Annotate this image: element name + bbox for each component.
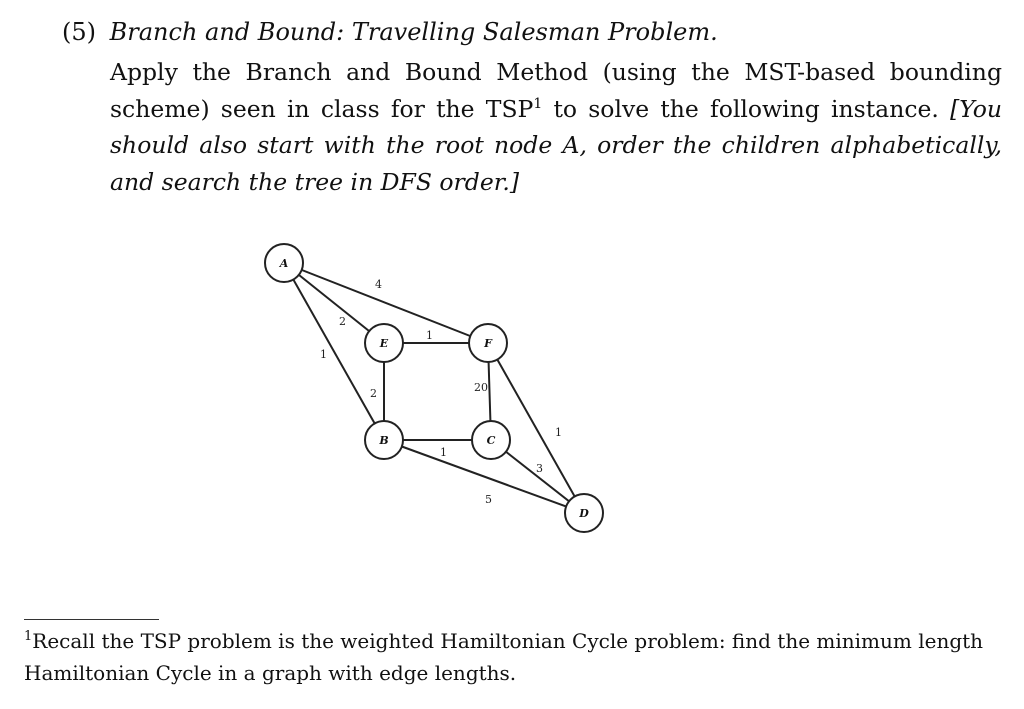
node-f [469, 324, 507, 362]
edge-label-c-d: 3 [536, 462, 543, 475]
edge-label-a-f: 4 [375, 278, 382, 291]
edge-label-e-b: 2 [370, 387, 377, 400]
question-text-part1: Apply the Branch and Bound Method (using the MST-based bounding scheme) seen in class for the TSP [110, 58, 1002, 123]
edges [284, 263, 584, 513]
question-text-part2: to solve the following instance. [542, 94, 951, 123]
question-title: Branch and Bound: Travelling Salesman Problem. [109, 18, 718, 46]
node-d [565, 494, 603, 532]
edge-label-f-d: 1 [555, 426, 562, 439]
edge-label-a-e: 2 [339, 315, 346, 328]
question-number: (5) [62, 18, 96, 46]
footnote [24, 625, 1014, 689]
footnote-text: Recall the TSP problem is the weighted Hamiltonian Cycle problem: find the minimum length Hamiltonian Cycle in a graph with edge lengths. [24, 629, 984, 685]
edge-label-b-c: 1 [440, 446, 447, 459]
edge-label-f-c: 20 [474, 381, 488, 394]
question-instruction: [You should also start with the root node A, order the children alphabetically, and search the tree in DFS order.] [110, 94, 1002, 196]
edge-label-a-b: 1 [320, 348, 327, 361]
footnote-ref: 1 [533, 95, 543, 112]
node-label-f: F [484, 337, 492, 350]
footnote-divider [24, 619, 159, 620]
node-label-a: A [279, 257, 289, 270]
node-label-c: C [486, 434, 496, 447]
edge-label-b-d: 5 [485, 493, 492, 506]
node-c [472, 421, 510, 459]
node-label-b: B [379, 434, 389, 447]
node-b [365, 421, 403, 459]
footnote-marker: 1 [24, 629, 33, 644]
node-label-d: D [579, 507, 589, 520]
edge-label-e-f: 1 [426, 329, 433, 342]
node-e [365, 324, 403, 362]
node-a [265, 244, 303, 282]
node-label-e: E [379, 337, 389, 350]
